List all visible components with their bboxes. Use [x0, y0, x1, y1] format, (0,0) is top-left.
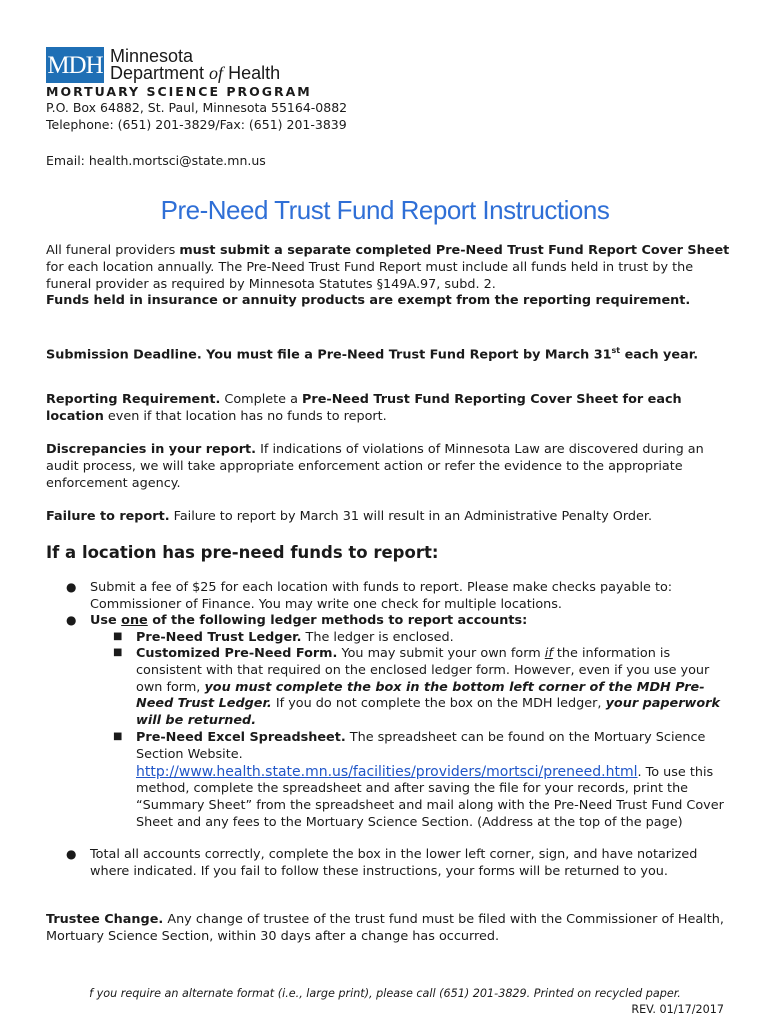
total-accounts-bullet: Total all accounts correctly, complete the box in the lower left corner, sign, and have notarized where indicated. If you fail to follow these instructions, your forms will be returned to you.	[90, 847, 698, 879]
page-title: Pre-Need Trust Fund Report Instructions	[160, 195, 610, 225]
reporting-requirement: Reporting Requirement. Complete a Pre-Need Trust Fund Reporting Cover Sheet for each location even if that location has no funds to report.	[46, 392, 682, 424]
bullet-icon: ●	[66, 580, 77, 594]
program-name: MORTUARY SCIENCE PROGRAM	[46, 84, 312, 99]
failure-paragraph: Failure to report. Failure to report by March 31 will result in an Administrative Penalty Order.	[46, 509, 653, 524]
trustee-change-paragraph: Trustee Change. Any change of trustee of the trust fund must be filed with the Commissioner of Health, Mortuary Science Section, within 30 days after a change has occurred.	[46, 912, 724, 944]
square-bullet-icon: ■	[113, 631, 123, 642]
square-bullet-icon: ■	[113, 731, 123, 742]
submission-deadline: Submission Deadline. You must file a Pre-Need Trust Fund Report by March 31st each year.	[46, 346, 699, 363]
preneed-spreadsheet-link[interactable]: http://www.health.state.mn.us/facilities/providers/mortsci/preneed.html	[136, 763, 638, 780]
bullet-icon: ●	[66, 613, 77, 627]
bullet-icon: ●	[66, 847, 77, 861]
footer-note: f you require an alternate format (i.e., large print), please call (651) 201-3829. Printed on recycled paper.	[89, 987, 681, 1000]
ledger-option: Pre-Need Trust Ledger. The ledger is enclosed.	[136, 630, 454, 645]
logo-line-2: Department of Health	[110, 63, 281, 83]
fee-bullet: Submit a fee of $25 for each location with funds to report. Please make checks payable to: Commissioner of Finance. You may write one check for multiple locations.	[90, 580, 673, 612]
discrepancies-paragraph: Discrepancies in your report. If indications of violations of Minnesota Law are discovered during an audit process, we will take appropriate enforcement action or refer the evidence to the appropriate enforcement agency.	[46, 442, 704, 491]
mdh-logo-text	[110, 48, 280, 82]
mailing-address: P.O. Box 64882, St. Paul, Minnesota 55164-0882	[46, 100, 348, 115]
square-bullet-icon: ■	[113, 647, 123, 658]
revision-date: REV. 01/17/2017	[631, 1003, 724, 1016]
phone-fax: Telephone: (651) 201-3829/Fax: (651) 201-3839	[46, 117, 347, 132]
section-heading: If a location has pre-need funds to report:	[46, 543, 439, 562]
mdh-logo-mark: MDH	[46, 47, 104, 83]
custom-form-option: Customized Pre-Need Form. You may submit your own form if the information is consistent with that required on the enclosed ledger form. However, even if you use your own form, you must complete the box in the bottom left corner of the MDH Pre-Need Trust Ledger. If you do not complete the box on the MDH ledger, your paperwork will be returned.	[136, 646, 720, 729]
contact-email: Email: health.mortsci@state.mn.us	[46, 153, 266, 168]
mdh-logo	[46, 46, 280, 84]
logo-line-1: Minnesota	[110, 46, 194, 66]
ledger-methods-bullet: Use one of the following ledger methods to report accounts:	[90, 613, 528, 628]
intro-paragraph: All funeral providers must submit a separate completed Pre-Need Trust Fund Report Cover Sheet for each location annually. The Pre-Need Trust Fund Report must include all funds held in trust by the funeral provider as required by Minnesota Statutes §149A.97, subd. 2. Funds held in insurance or annuity products are exempt from the reporting requirement.	[46, 243, 730, 309]
excel-option: Pre-Need Excel Spreadsheet. The spreadsheet can be found on the Mortuary Science Section Website. http://www.health.state.mn.us/facilities/providers/mortsci/preneed.html. To use this method, complete the spreadsheet and after saving the file for your records, print the “Summary Sheet” from the spreadsheet and mail along with the Pre-Need Trust Fund Cover Sheet and any fees to the Mortuary Science Section. (Address at the top of the page)	[136, 730, 724, 830]
